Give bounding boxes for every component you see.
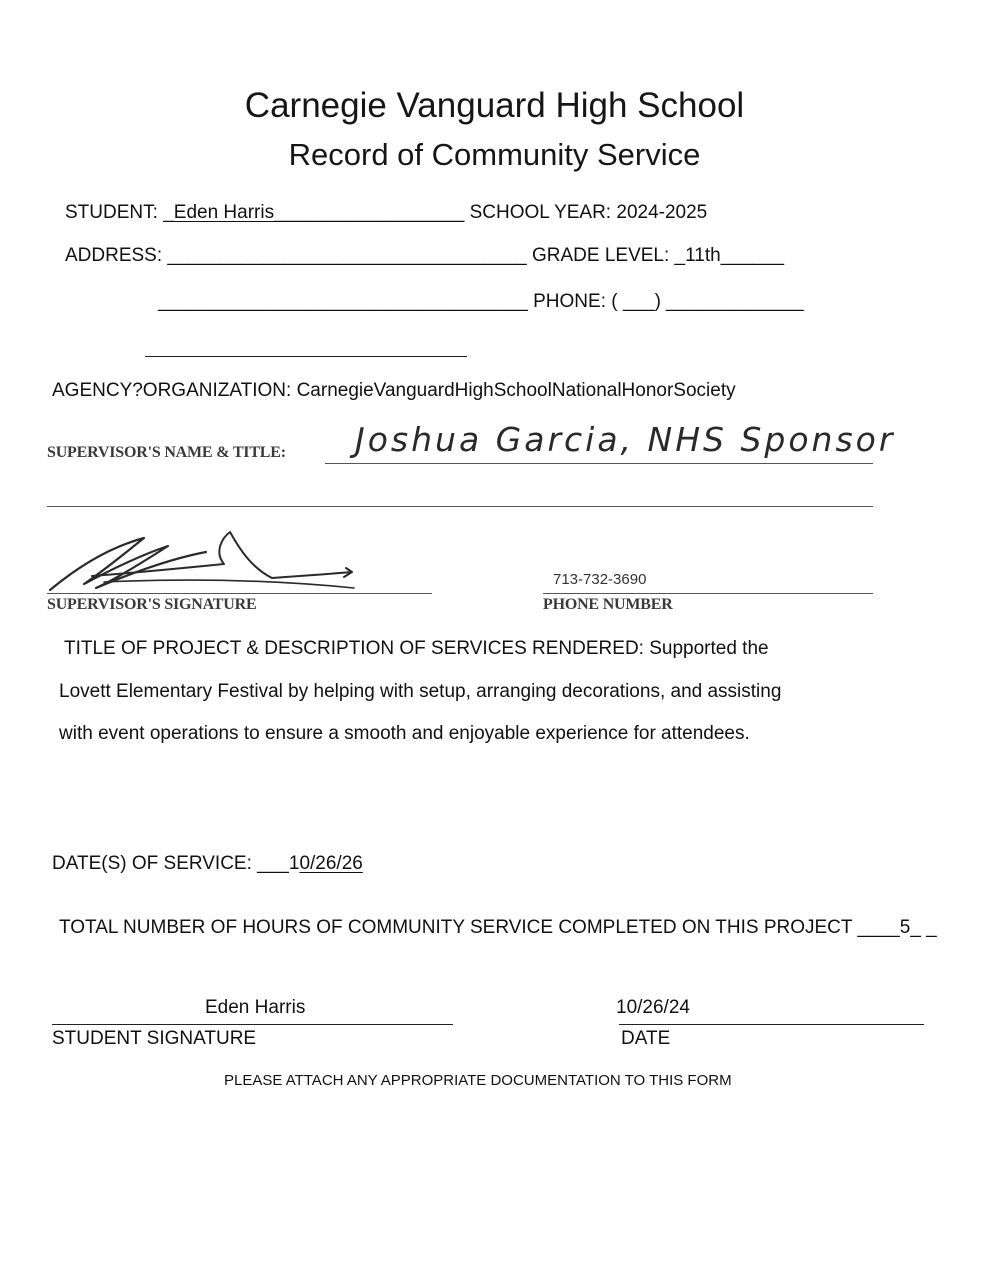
- supervisor-signature-label: SUPERVISOR'S SIGNATURE: [47, 596, 257, 613]
- total-hours-label: TOTAL NUMBER OF HOURS OF COMMUNITY SERVICE COMPLETED ON THIS PROJECT: [59, 917, 853, 938]
- student-row: STUDENT: _Eden Harris__________________ SCHOOL YEAR: 2024-2025: [65, 202, 708, 223]
- dates-of-service-row: DATE(S) OF SERVICE: ___10/26/26: [52, 853, 363, 874]
- student-label: STUDENT:: [65, 202, 158, 223]
- supervisor-name-line: [325, 463, 873, 464]
- total-hours-row: TOTAL NUMBER OF HOURS OF COMMUNITY SERVICE COMPLETED ON THIS PROJECT ____5_ _: [59, 917, 937, 938]
- form-title: Record of Community Service: [288, 137, 701, 172]
- address-field[interactable]: __________________________________: [167, 245, 527, 266]
- date-signed-value[interactable]: 10/26/24: [616, 997, 690, 1018]
- agency-value[interactable]: CarnegieVanguardHighSchoolNationalHonorSociety: [296, 380, 736, 401]
- date-signed-label: DATE: [621, 1028, 671, 1049]
- supervisor-name-label: SUPERVISOR'S NAME & TITLE:: [47, 444, 286, 461]
- supervisor-phone-line: [543, 593, 873, 594]
- school-year-value[interactable]: 2024-2025: [616, 202, 708, 223]
- student-signature-line: [52, 1024, 453, 1025]
- student-name-field[interactable]: Eden Harris: [173, 202, 275, 223]
- phone-area-field[interactable]: ___: [617, 291, 655, 312]
- supervisor-name-handwritten[interactable]: Joshua Garcia, NHS Sponsor: [355, 420, 896, 459]
- agency-label: AGENCY?ORGANIZATION:: [52, 380, 292, 401]
- address-row: ADDRESS: __________________________________ GRADE LEVEL: _11th______: [65, 245, 785, 266]
- date-signed-line: [619, 1024, 924, 1025]
- project-description-line-2: Lovett Elementary Festival by helping with setup, arranging decorations, and assisting: [59, 681, 782, 702]
- grade-level-value[interactable]: 11th: [685, 245, 721, 266]
- supervisor-extra-line: [47, 506, 873, 507]
- phone-label: PHONE: (: [533, 291, 618, 312]
- dates-of-service-label: DATE(S) OF SERVICE:: [52, 853, 252, 874]
- supervisor-phone-value[interactable]: 713-732-3690: [553, 571, 647, 588]
- student-signature-label: STUDENT SIGNATURE: [52, 1028, 257, 1049]
- phone-number-field[interactable]: _____________: [666, 291, 804, 312]
- grade-level-label: GRADE LEVEL:: [531, 245, 670, 266]
- footer-note: PLEASE ATTACH ANY APPROPRIATE DOCUMENTATION TO THIS FORM: [224, 1072, 732, 1089]
- total-hours-value[interactable]: 5: [899, 917, 911, 938]
- dates-of-service-value[interactable]: 0/26/26: [299, 853, 363, 874]
- project-description-line-1: TITLE OF PROJECT & DESCRIPTION OF SERVICES RENDERED: Supported the: [64, 638, 769, 659]
- supervisor-phone-label: PHONE NUMBER: [543, 596, 673, 613]
- address-line-2[interactable]: ___________________________________: [158, 291, 528, 312]
- address-line-3[interactable]: [145, 356, 467, 357]
- agency-row: [52, 380, 736, 402]
- project-description-line-3: with event operations to ensure a smooth and enjoyable experience for attendees.: [59, 723, 750, 744]
- address-label: ADDRESS:: [65, 245, 163, 266]
- supervisor-signature-scribble: [44, 528, 444, 600]
- supervisor-signature-line[interactable]: [47, 593, 432, 594]
- school-year-label: SCHOOL YEAR:: [469, 202, 612, 223]
- address-phone-row: ___________________________________ PHONE: ( ___) _____________: [158, 291, 804, 312]
- student-signature-value[interactable]: Eden Harris: [205, 997, 306, 1018]
- school-name: Carnegie Vanguard High School: [244, 86, 745, 125]
